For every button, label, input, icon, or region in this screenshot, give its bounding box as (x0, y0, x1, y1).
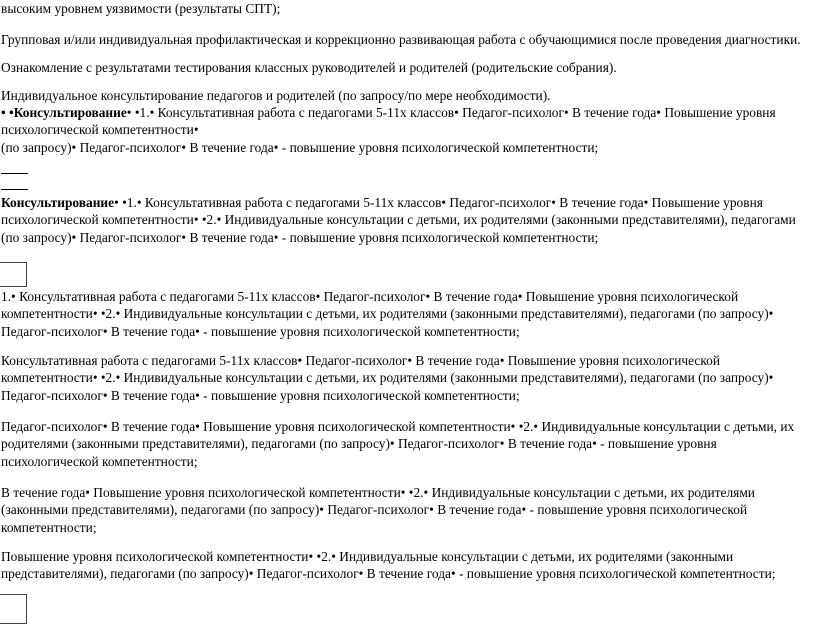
consulting-text: • •1.• Консультативная работа с педагогами 5-11х классов• Педагог-психолог• В течение года• Повышение уровня психологической компетентности• (1, 105, 776, 138)
consulting-block-2 (1, 194, 813, 246)
text-line-vulnerability: высоким уровнем уязвимости (результаты СПТ); (1, 1, 281, 16)
consulting-block-4: Консультативная работа с педагогами 5-11х классов• Педагог-психолог• В течение года• Повышение уровня психологической компетентности• •2.• Индивидуальные консультации с детьми, их родителями (законными представителями), педагогами (по запросу)• Педагог-психолог• В течение года• - повышение уровня психологической компетентности; (1, 353, 774, 403)
divider-rule (1, 173, 28, 174)
empty-table-cell (0, 262, 27, 287)
consulting-block-7: Повышение уровня психологической компетентности• •2.• Индивидуальные консультации с детьми, их родителями (законными представителями), педагогами (по запросу)• Педагог-психолог• В течение года• - повышение уровня психологической компетентности; (1, 549, 776, 582)
consulting-block-1 (1, 104, 813, 139)
consulting-block-5: Педагог-психолог• В течение года• Повышение уровня психологической компетентности• •2.• Индивидуальные консультации с детьми, их родителями (законными представителями), педагогами (по запросу)• Педагог-психолог• В течение года• - повышение уровня психологической компетентности; (1, 419, 795, 469)
consulting-heading: • •Консультирование (1, 105, 127, 120)
consulting-block-6: В течение года• Повышение уровня психологической компетентности• •2.• Индивидуальные консультации с детьми, их родителями (законными представителями), педагогами (по запросу)• Педагог-психолог• В течение года• - повышение уровня психологической компетентности; (1, 485, 755, 535)
text-line-by-request: (по запросу)• Педагог-психолог• В течение года• - повышение уровня психологической компетентности; (1, 140, 599, 155)
divider-rule (1, 189, 28, 190)
consulting-block-3: 1.• Консультативная работа с педагогами 5-11х классов• Педагог-психолог• В течение года• Повышение уровня психологической компетентности• •2.• Индивидуальные консультации с детьми, их родителями (законными представителями), педагогами (по запросу)• Педагог-психолог• В течение года• - повышение уровня психологической компетентности; (1, 289, 774, 339)
text-line-individual-consulting: Индивидуальное консультирование педагогов и родителей (по запросу/по мере необходимости). (1, 88, 551, 103)
text-line-familiarization: Ознакомление с результатами тестирования классных руководителей и родителей (родительские собрания). (1, 60, 617, 75)
consulting-heading: Консультирование (1, 195, 115, 210)
text-line-group-work: Групповая и/или индивидуальная профилактическая и коррекционно развивающая работа с обучающимися после проведения диагностики. (1, 32, 801, 47)
consulting-text: • •1.• Консультативная работа с педагогами 5-11х классов• Педагог-психолог• В течение года• Повышение уровня психологической компетентности• •2.• Индивидуальные консультации с детьми, их родителями (законными представителями), педагогами (по запросу)• Педагог-психолог• В течение года• - повышение уровня психологической компетентности; (1, 195, 796, 245)
